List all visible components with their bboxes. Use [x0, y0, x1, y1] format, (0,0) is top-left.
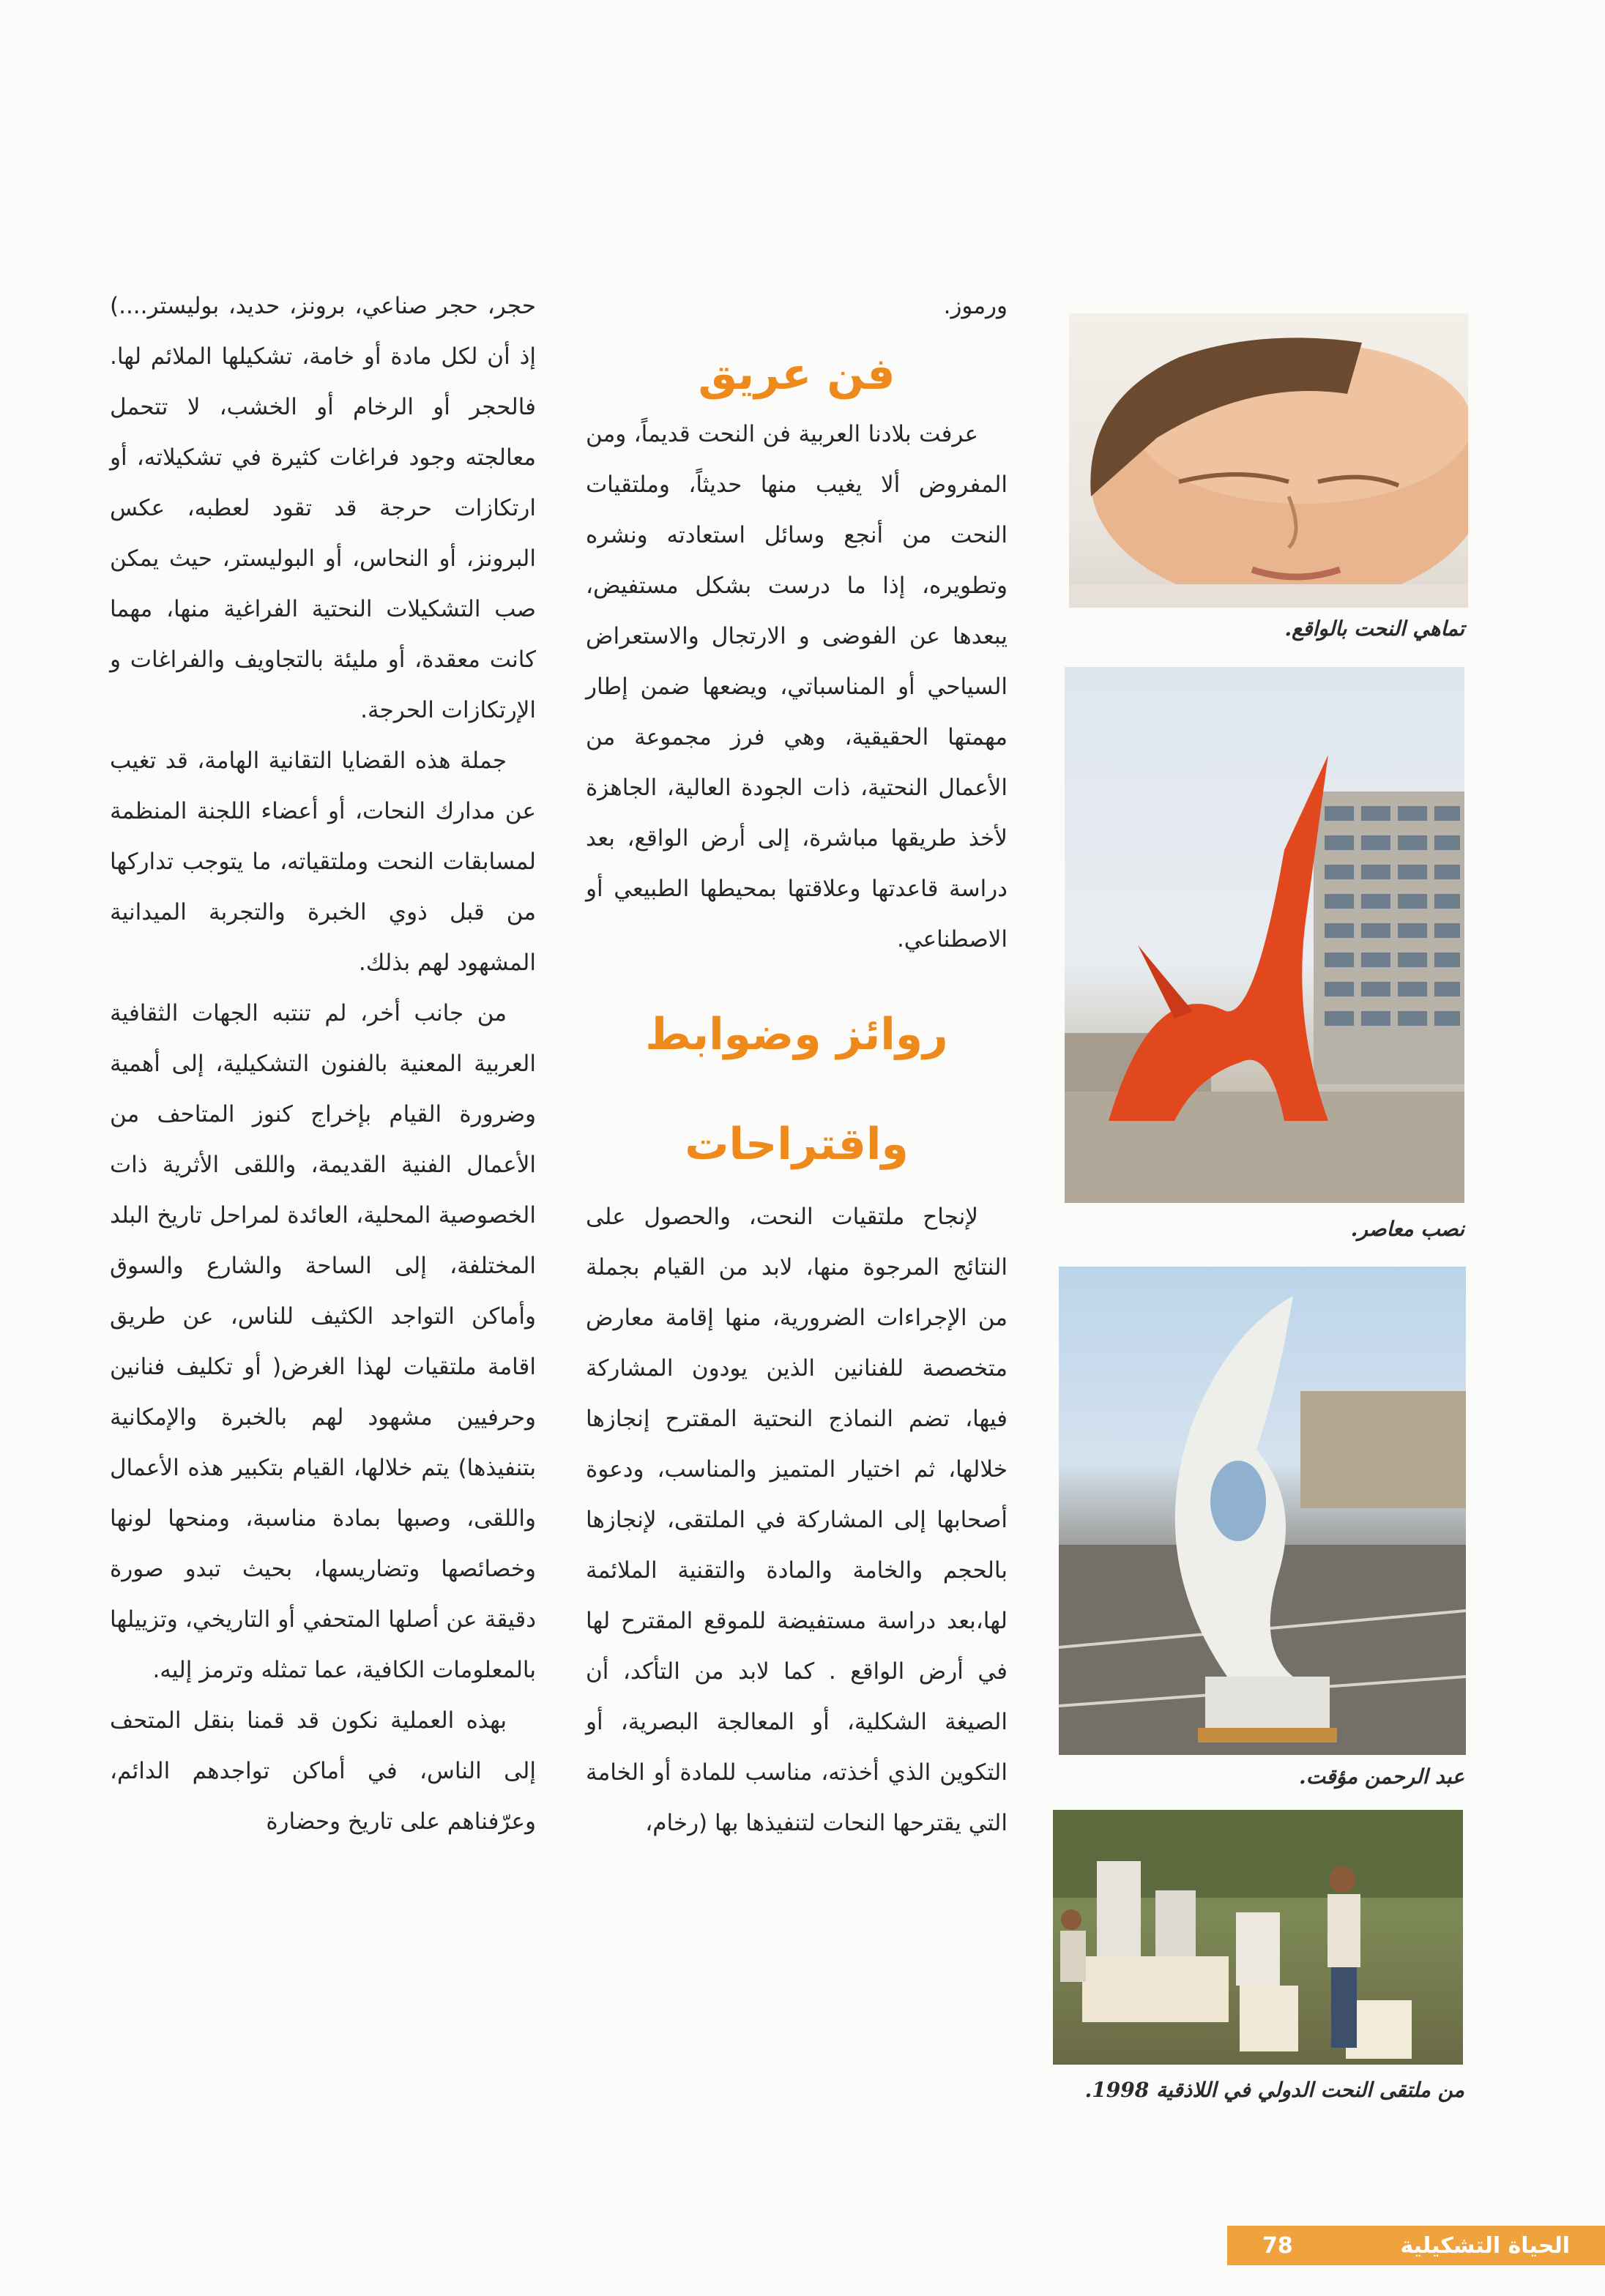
footer-bar [1227, 2226, 1605, 2265]
paragraph-ancient-art: عرفت بلادنا العربية فن النحت قديماً، ومن المفروض ألا يغيب منها حديثاً، وملتقيات النحت من أنجع وسائل استعادته ونشره وتطويره، إذا ما درست بشكل مستفيض، يبعدها عن الفوضى و الارتجال والاستعراض السياحي أو المناسباتي، ويضعها ضمن إطار مهمتها الحقيقية، وهي فرز مجموعة من الأعمال النحتية، ذات الجودة العالية، الجاهزة لأخذ طريقها مباشرة، إلى أرض الواقع، بعد دراسة قاعدتها وعلاقتها بمحيطها الطبيعي أو الاصطناعي. [586, 421, 1008, 953]
heading-ancient-art: فن عريق [698, 348, 895, 400]
left-paragraph-2: جملة هذه القضايا التقانية الهامة، قد تغيب عن مدارك النحات، أو أعضاء اللجنة المنظمة لمسابقات النحت وملتقياته، ما يتوجب تداركها من قبل ذوي الخبرة والتجربة الميدانية المشهود لهم بذلك. [110, 748, 536, 976]
photo-sculpture-workshop [1053, 1810, 1463, 2065]
page-number: 78 [1262, 2232, 1293, 2259]
caption-photo-4: من ملتقى النحت الدولي في اللاذقية 1998. [1084, 2078, 1464, 2102]
caption-photo-2: نصب معاصر. [1350, 1217, 1464, 1241]
photo-sleeping-face [1069, 313, 1468, 608]
heading-criteria-line2: واقتراحات [685, 1119, 909, 1170]
left-text-column [110, 281, 536, 1847]
white-sculpture-illustration [1059, 1267, 1466, 1755]
paragraph-criteria: لإنجاح ملتقيات النحت، والحصول على النتائج المرجوة منها، لابد من القيام بجملة من الإجراءات الضرورية، منها إقامة معارض متخصصة للفنانين الذين يودون المشاركة فيها، تضم النماذج النحتية المقترح إنجازها خلالها، ثم اختيار المتميز والمناسب، ودعوة أصحابها إلى المشاركة في الملتقى، لإنجازها بالحجم والخامة والمادة والتقنية الملائمة لها،بعد دراسة مستفيضة للموقع المقترح لها في أرض الواقع . كما لابد من التأكد، أن الصيغة الشكلية، أو المعالجة البصرية، أو التكوين الذي أخذته، مناسب للمادة أو الخامة التي يقترحها النحات لتنفيذها بها (رخام، [586, 1204, 1008, 1836]
sleeping-face-illustration [1069, 313, 1468, 608]
caption-photo-1: تماهي النحت بالواقع. [1284, 616, 1464, 641]
left-paragraph-1: حجر، حجر صناعي، برونز، حديد، بوليستر....) إذ أن لكل مادة أو خامة، تشكيلها الملائم لها. فالحجر أو الرخام أو الخشب، لا تتحمل معالجته وجود فراغات كثيرة في تشكيلاته، أو ارتكازات حرجة قد تقود لعطبه، عكس البرونز، أو النحاس، أو البوليستر، حيث يمكن صب التشكيلات النحتية الفراغية منها، مهما كانت معقدة، أو مليئة بالتجاويف والفراغات و الإرتكازات الحرجة. [110, 293, 536, 723]
left-paragraph-4: بهذه العملية نكون قد قمنا بنقل المتحف إلى الناس، في أماكن تواجدهم الدائم، وعرّفناهم على تاريخ وحضارة [110, 1707, 536, 1835]
photo-red-sculpture [1065, 667, 1464, 1203]
left-paragraph-3: من جانب أخر، لم تنتبه الجهات الثقافية العربية المعنية بالفنون التشكيلية، إلى أهمية وضرورة القيام بإخراج كنوز المتاحف من الأعمال الفنية القديمة، واللقى الأثرية ذات الخصوصية المحلية، العائدة لمراحل تاريخ البلد المختلفة، إلى الساحة والشارع والسوق وأماكن التواجد الكثيف للناس، عن طريق اقامة ملتقيات لهذا الغرض( أو تكليف فنانين وحرفيين مشهود لهم بالخبرة والإمكانية بتنفيذها) يتم خلالها، القيام بتكبير هذه الأعمال واللقى، وصبها بمادة مناسبة، ومنحها لونها وخصائصها وتضاريسها، بحيث تبدو صورة دقيقة عن أصلها المتحفي أو التاريخي، وتزييلها بالمعلومات الكافية، عما تمثله وترمز إليه. [110, 1000, 536, 1683]
workshop-illustration [1053, 1810, 1463, 2065]
photo-white-sculpture [1059, 1267, 1466, 1755]
middle-text-column [586, 281, 1008, 1849]
red-sculpture-illustration [1065, 667, 1464, 1203]
caption-photo-3: عبد الرحمن مؤقت. [1298, 1764, 1464, 1789]
magazine-title: الحياة التشكيلية [1400, 2232, 1570, 2259]
heading-criteria-line1: روائز وضوابط [645, 1009, 948, 1060]
intro-fragment: ورموز. [943, 293, 1008, 319]
